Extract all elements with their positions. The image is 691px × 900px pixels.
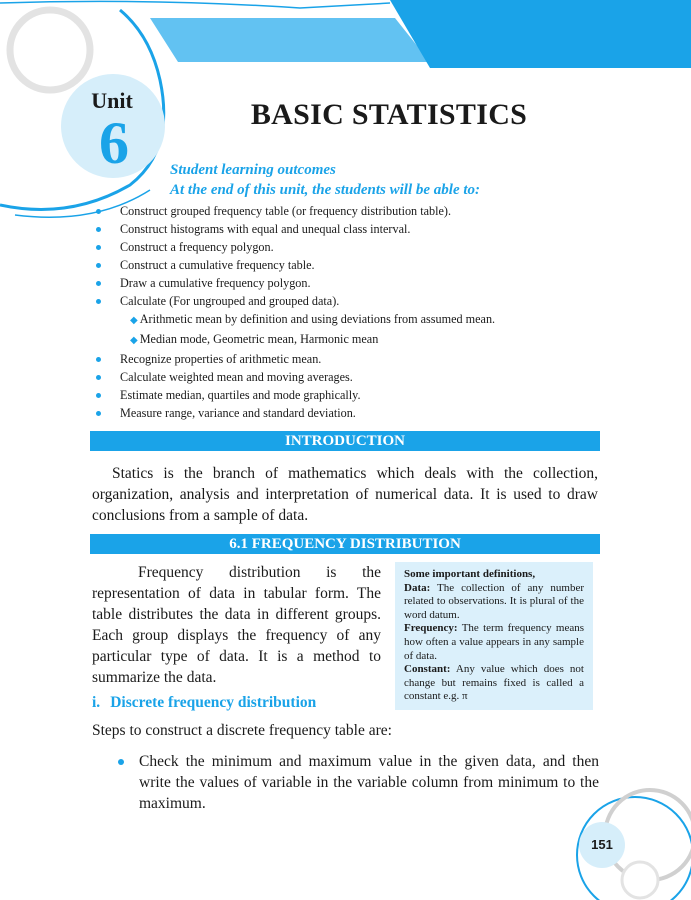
bullet-icon [96, 263, 101, 268]
header-curve-line [0, 1, 390, 8]
frequency-heading: 6.1 FREQUENCY DISTRIBUTION [90, 534, 600, 554]
step-item: Check the minimum and maximum value in the given data, and then write the values of variable in the variable column from minimum to the maximum. [139, 753, 599, 812]
corner-ring [10, 10, 90, 90]
bullet-icon [96, 393, 101, 398]
bullet-icon [96, 411, 101, 416]
list-item: Construct grouped frequency table (or frequency distribution table). [92, 202, 612, 220]
sub-list-item: ◆ Arithmetic mean by definition and using deviations from assumed mean. [130, 312, 496, 326]
bullet-icon [96, 281, 101, 286]
outcomes-heading: Student learning outcomes [170, 162, 336, 178]
frequency-text: Frequency distribution is the representation of data in tabular form. The table distributes the data in different groups. Each group displays the frequency of any particular type of data. It is a method to summarize the data. [92, 564, 381, 686]
list-item: Estimate median, quartiles and mode graphically. [92, 386, 612, 404]
list-item: Recognize properties of arithmetic mean. [92, 350, 612, 368]
introduction-heading: INTRODUCTION [90, 431, 600, 451]
bullet-icon [96, 209, 101, 214]
outcomes-intro: At the end of this unit, the students will be able to: [170, 182, 481, 198]
page-title: BASIC STATISTICS [250, 98, 528, 131]
discrete-heading: i. Discrete frequency distribution [92, 694, 317, 711]
unit-number: 6 [99, 110, 129, 176]
diamond-icon: ◆ [130, 315, 138, 326]
introduction-text: Statics is the branch of mathematics which deals with the collection, organization, analysis and interpretation of numerical data. It is used to draw conclusions from a sample of data. [92, 465, 598, 524]
definitions-box [395, 562, 593, 710]
bullet-icon [96, 245, 101, 250]
list-item: Construct a frequency polygon. [92, 238, 612, 256]
header-band-light [150, 18, 430, 62]
definition-data: Data: The collection of any number related to observations. It is plural of the word datum. [404, 581, 584, 621]
bullet-icon [96, 375, 101, 380]
bullet-icon [96, 357, 101, 362]
unit-label: Unit [91, 88, 133, 113]
list-item: Calculate weighted mean and moving averages. [92, 368, 612, 386]
bottom-ring-small [622, 862, 658, 898]
list-item: Construct histograms with equal and unequal class interval. [92, 220, 612, 238]
list-item: Draw a cumulative frequency polygon. [92, 274, 612, 292]
bullet-icon [96, 227, 101, 232]
outcomes-list [92, 202, 612, 422]
diamond-icon: ◆ [130, 335, 138, 346]
page-number: 151 [579, 822, 625, 868]
definitions-heading: Some important definitions, [404, 568, 536, 580]
definition-constant: Constant: Any value which does not change but remains fixed is called a constant e.g. π [404, 663, 584, 703]
header-band-dark [390, 0, 691, 68]
list-item: Calculate (For ungrouped and grouped data). [92, 292, 612, 310]
bullet-icon [96, 299, 101, 304]
bullet-icon [118, 759, 124, 765]
steps-intro: Steps to construct a discrete frequency table are: [92, 722, 392, 739]
list-item: Measure range, variance and standard deviation. [92, 404, 612, 422]
list-item: Construct a cumulative frequency table. [92, 256, 612, 274]
sub-list-item: ◆ Median mode, Geometric mean, Harmonic mean [130, 332, 379, 346]
definition-frequency: Frequency: The term frequency means how often a value appears in any sample of data. [404, 622, 584, 662]
